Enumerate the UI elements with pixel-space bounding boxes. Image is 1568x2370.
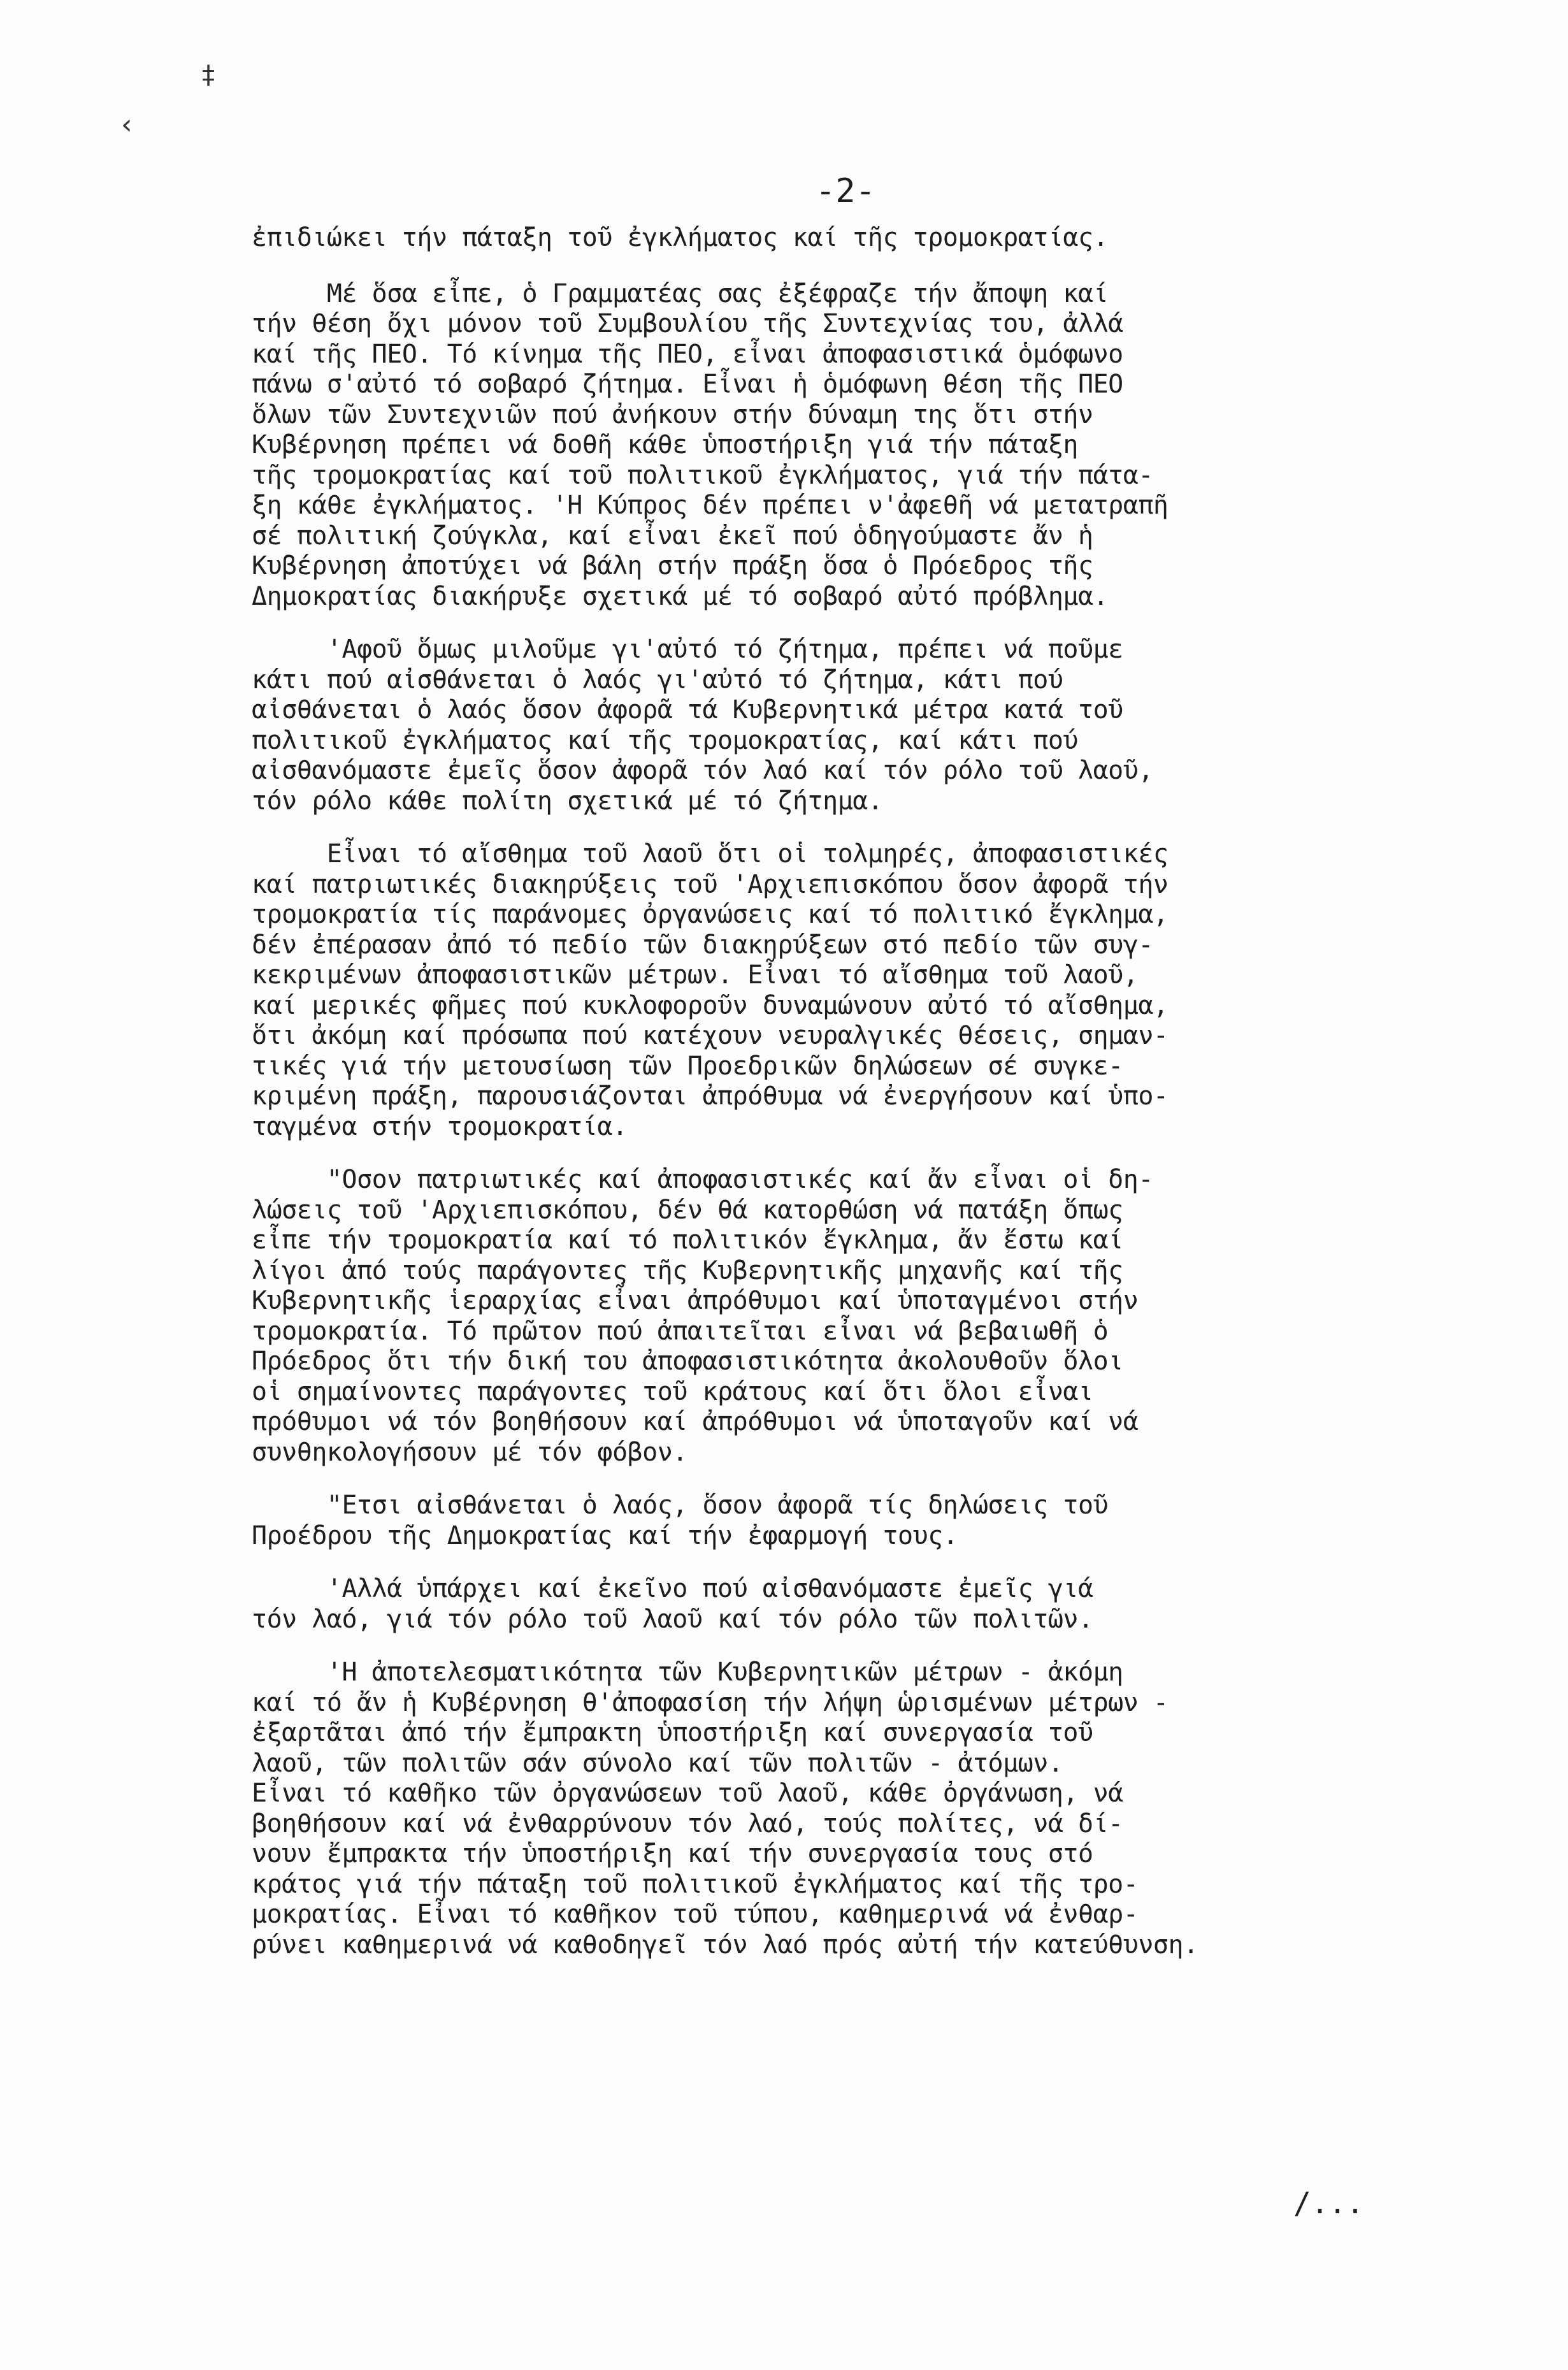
text-line: Εἶναι τό καθῆκο τῶν ὀργανώσεων τοῦ λαοῦ, κάθε ὀργάνωση, νά [252,1779,1123,1808]
text-line: 'Αλλά ὑπάρχει καί ἐκεῖνο πού αἰσθανόμαστε ἐμεῖς γιά [252,1574,1093,1603]
text-line: καί μερικές φῆμες πού κυκλοφοροῦν δυναμώνουν αὐτό τό αἴσθημα, [252,990,1169,1020]
continuation-mark: /... [1293,2186,1364,2220]
margin-mark: ‡ [201,61,217,90]
text-line: ἐπιδιώκει τήν πάταξη τοῦ ἐγκλήματος καί τῆς τρομοκρατίας. [252,223,1109,252]
text-line: οἱ σημαίνοντες παράγοντες τοῦ κράτους καί ὅτι ὅλοι εἶναι [252,1376,1093,1406]
text-line: ξη κάθε ἐγκλήματος. 'Η Κύπρος δέν πρέπει ν'ἀφεθῆ νά μετατραπῆ [252,491,1169,520]
text-line: Εἶναι τό αἴσθημα τοῦ λαοῦ ὅτι οἱ τολμηρές, ἀποφασιστικές [252,839,1169,869]
text-line: κράτος γιά τήν πάταξη τοῦ πολιτικοῦ ἐγκλήματος καί τῆς τρο- [252,1869,1139,1899]
text-line: 'Αφοῦ ὅμως μιλοῦμε γι'αὐτό τό ζήτημα, πρέπει νά ποῦμε [252,635,1123,664]
text-line: 'Η ἀποτελεσματικότητα τῶν Κυβερνητικῶν μέτρων - ἀκόμη [252,1658,1123,1687]
text-line: εἶπε τήν τρομοκρατία καί τό πολιτικόν ἔγκλημα, ἄν ἔστω καί [252,1225,1123,1255]
text-line: "Ετσι αἰσθάνεται ὁ λαός, ὅσον ἀφορᾶ τίς δηλώσεις τοῦ [252,1491,1109,1520]
paragraph [252,1574,1513,1635]
text-line: Κυβέρνηση ἀποτύχει νά βάλη στήν πράξη ὅσα ὁ Πρόεδρος τῆς [252,551,1093,581]
text-line: αἰσθάνεται ὁ λαός ὅσον ἀφορᾶ τά Κυβερνητικά μέτρα κατά τοῦ [252,695,1123,725]
text-line: Κυβερνητικῆς ἱεραρχίας εἶναι ἀπρόθυμοι καί ὑποταγμένοι στήν [252,1286,1139,1315]
text-line: Κυβέρνηση πρέπει νά δοθῆ κάθε ὑποστήριξη γιά τήν πάταξη [252,430,1079,459]
paragraph [252,1658,1513,1960]
text-line: ἐξαρτᾶται ἀπό τήν ἔμπρακτη ὑποστήριξη καί συνεργασία τοῦ [252,1718,1093,1747]
text-line: συνθηκολογήσουν μέ τόν φόβον. [252,1437,687,1467]
text-line: βοηθήσουν καί νά ἐνθαρρύνουν τόν λαό, τούς πολίτες, νά δί- [252,1809,1123,1839]
text-line: ρύνει καθημερινά νά καθοδηγεῖ τόν λαό πρός αὐτή τήν κατεύθυνση. [252,1930,1198,1960]
text-line: πολιτικοῦ ἐγκλήματος καί τῆς τρομοκρατίας, καί κάτι πού [252,725,1079,755]
text-line: ὅτι ἀκόμη καί πρόσωπα πού κατέχουν νευραλγικές θέσεις, σημαν- [252,1021,1169,1050]
text-line: λώσεις τοῦ 'Αρχιεπισκόπου, δέν θά κατορθώση νά πατάξη ὅπως [252,1195,1123,1225]
text-line: νουν ἔμπρακτα τήν ὑποστήριξη καί τήν συνεργασία τους στό [252,1839,1093,1868]
document-body [252,223,1513,1983]
paragraph [252,839,1513,1142]
text-line: τόν ρόλο κάθε πολίτη σχετικά μέ τό ζήτημα. [252,786,883,816]
text-line: δέν ἐπέρασαν ἀπό τό πεδίο τῶν διακηρύξεων στό πεδίο τῶν συγ- [252,930,1153,960]
text-line: τῆς τρομοκρατίας καί τοῦ πολιτικοῦ ἐγκλήματος, γιά τήν πάτα- [252,460,1153,490]
text-line: σέ πολιτική ζούγκλα, καί εἶναι ἐκεῖ πού ὁδηγούμαστε ἄν ἡ [252,521,1093,551]
text-line: λαοῦ, τῶν πολιτῶν σάν σύνολο καί τῶν πολιτῶν - ἀτόμων. [252,1748,1063,1778]
text-line: καί τῆς ΠΕΟ. Τό κίνημα τῆς ΠΕΟ, εἶναι ἀποφασιστικά ὁμόφωνο [252,339,1123,369]
text-line: αἰσθανόμαστε ἐμεῖς ὅσον ἀφορᾶ τόν λαό καί τόν ρόλο τοῦ λαοῦ, [252,756,1153,785]
text-line: πρόθυμοι νά τόν βοηθήσουν καί ἀπρόθυμοι νά ὑποταγοῦν καί νά [252,1407,1139,1436]
text-line: τρομοκρατία. Τό πρῶτον πού ἀπαιτεῖται εἶναι νά βεβαιωθῆ ὁ [252,1316,1109,1346]
text-line: μοκρατίας. Εἶναι τό καθῆκον τοῦ τύπου, καθημερινά νά ἐνθαρ- [252,1900,1139,1929]
text-line: τήν θέση ὄχι μόνον τοῦ Συμβουλίου τῆς Συντεχνίας του, ἀλλά [252,309,1123,338]
text-line: τικές γιά τήν μετουσίωση τῶν Προεδρικῶν δηλώσεων σέ συγκε- [252,1051,1123,1081]
text-line: κριμένη πράξη, παρουσιάζονται ἀπρόθυμα νά ἐνεργήσουν καί ὑπο- [252,1081,1169,1111]
text-line: κάτι πού αἰσθάνεται ὁ λαός γι'αὐτό τό ζήτημα, κάτι πού [252,665,1063,695]
text-line: καί τό ἄν ἡ Κυβέρνηση θ'ἀποφασίση τήν λήψη ὡρισμένων μέτρων - [252,1687,1169,1717]
text-line: Μέ ὅσα εἶπε, ὁ Γραμματέας σας ἐξέφραζε τήν ἄποψη καί [252,278,1109,308]
text-line: κεκριμένων ἀποφασιστικῶν μέτρων. Εἶναι τό αἴσθημα τοῦ λαοῦ, [252,960,1139,990]
margin-mark: ‹ [119,108,136,141]
paragraph [252,1491,1513,1551]
paragraph [252,1165,1513,1468]
paragraph [252,635,1513,816]
paragraph [252,223,1513,254]
page-number: -2- [816,172,875,210]
text-line: Πρόεδρος ὅτι τήν δική του ἀποφασιστικότητα ἀκολουθοῦν ὅλοι [252,1347,1123,1376]
text-line: τρομοκρατία τίς παράνομες ὀργανώσεις καί τό πολιτικό ἔγκλημα, [252,900,1169,929]
text-line: πάνω σ'αὐτό τό σοβαρό ζήτημα. Εἶναι ἡ ὁμόφωνη θέση τῆς ΠΕΟ [252,370,1123,399]
text-line: λίγοι ἀπό τούς παράγοντες τῆς Κυβερνητικῆς μηχανῆς καί τῆς [252,1255,1123,1285]
text-line: ὅλων τῶν Συντεχνιῶν πού ἀνήκουν στήν δύναμη της ὅτι στήν [252,400,1093,430]
text-line: καί πατριωτικές διακηρύξεις τοῦ 'Αρχιεπισκόπου ὅσον ἀφορᾶ τήν [252,869,1169,899]
text-line: ταγμένα στήν τρομοκρατία. [252,1111,628,1141]
paragraph [252,279,1513,612]
text-line: τόν λαό, γιά τόν ρόλο τοῦ λαοῦ καί τόν ρόλο τῶν πολιτῶν. [252,1604,1093,1634]
text-line: Δημοκρατίας διακήρυξε σχετικά μέ τό σοβαρό αὐτό πρόβλημα. [252,581,1109,611]
text-line: "Οσον πατριωτικές καί ἀποφασιστικές καί ἄν εἶναι οἱ δη- [252,1165,1153,1194]
text-line: Προέδρου τῆς Δημοκρατίας καί τήν ἐφαρμογή τους. [252,1521,958,1550]
